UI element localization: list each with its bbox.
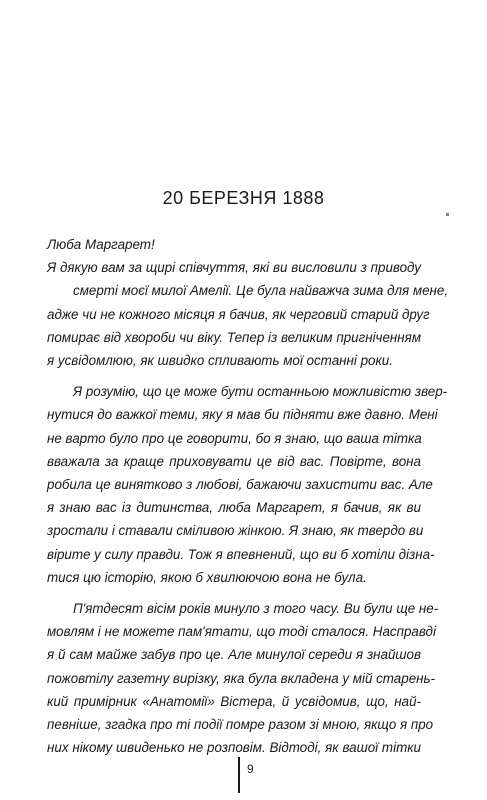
text-line: смерті моєї милої Амелії. Це була найважча зима для мене, — [73, 283, 449, 299]
text-line: Я дякую вам за щирі співчуття, які ви висловили з приводу — [47, 260, 421, 276]
text-line: робила це винятково з любові, бажаючи захистити вас. Але — [47, 477, 433, 493]
letter-body — [47, 233, 449, 759]
text-line: помирає від хвороби чи віку. Тепер із великим пригніченням — [47, 329, 421, 345]
text-line: П'ятдесят вісім років минуло з того часу. Ви були ще не- — [73, 601, 439, 617]
paragraph-1 — [47, 256, 449, 372]
text-line: адже чи не кожного місяця я бачив, як черговий старий друг — [47, 306, 430, 322]
text-line: вважала за краще приховувати це від вас. Повірте, вона — [47, 453, 421, 469]
text-line: пожовтілу газетну вирізку, яка була вкладена у мій старень- — [47, 670, 436, 686]
text-line: я знаю вас із дитинства, люба Маргарет, я бачив, як ви — [47, 500, 421, 516]
text-line: тися цю історію, якою б хвилюючою вона не була. — [47, 569, 367, 585]
text-line: певніше, згадка про ті події помре разом зі мною, якщо я про — [47, 717, 434, 733]
paragraph-3 — [47, 597, 439, 759]
text-line: нутися до важкої теми, яку я мав би підняти вже давно. Мені — [47, 407, 438, 423]
text-line: Я розумію, що це може бути останньою можливістю звер- — [73, 384, 448, 400]
text-line: мовлям і не можете пам'ятати, що тоді сталося. Насправді — [47, 624, 436, 640]
text-line: вірите у силу правди. Тож я впевнений, що ви б хотіли дізна- — [47, 546, 435, 562]
text-line: я й сам майже забув про це. Але минулої середи я знайшов — [47, 647, 421, 663]
margin-speck — [446, 213, 449, 216]
text-line: я усвідомлюю, як швидко спливають мої останні роки. — [47, 353, 393, 369]
text-line: них нікому швиденько не розповім. Відтоді, як вашої тітки — [47, 740, 421, 756]
page-number: 9 — [247, 762, 254, 776]
text-line: кий примірник «Анатомії» Вістера, й усвідомив, що, най- — [47, 693, 421, 709]
text-line: зростали і ставали сміливою жінкою. Я знаю, як твердо ви — [47, 523, 424, 539]
letter-greeting: Люба Маргарет! — [47, 237, 155, 252]
chapter-date-heading: 20 БЕРЕЗНЯ 1888 — [162, 188, 325, 208]
folio-rule — [238, 757, 240, 793]
paragraph-2 — [47, 380, 448, 589]
text-line: не варто було про це говорити, бо я знаю, що ваша тітка — [47, 430, 422, 446]
